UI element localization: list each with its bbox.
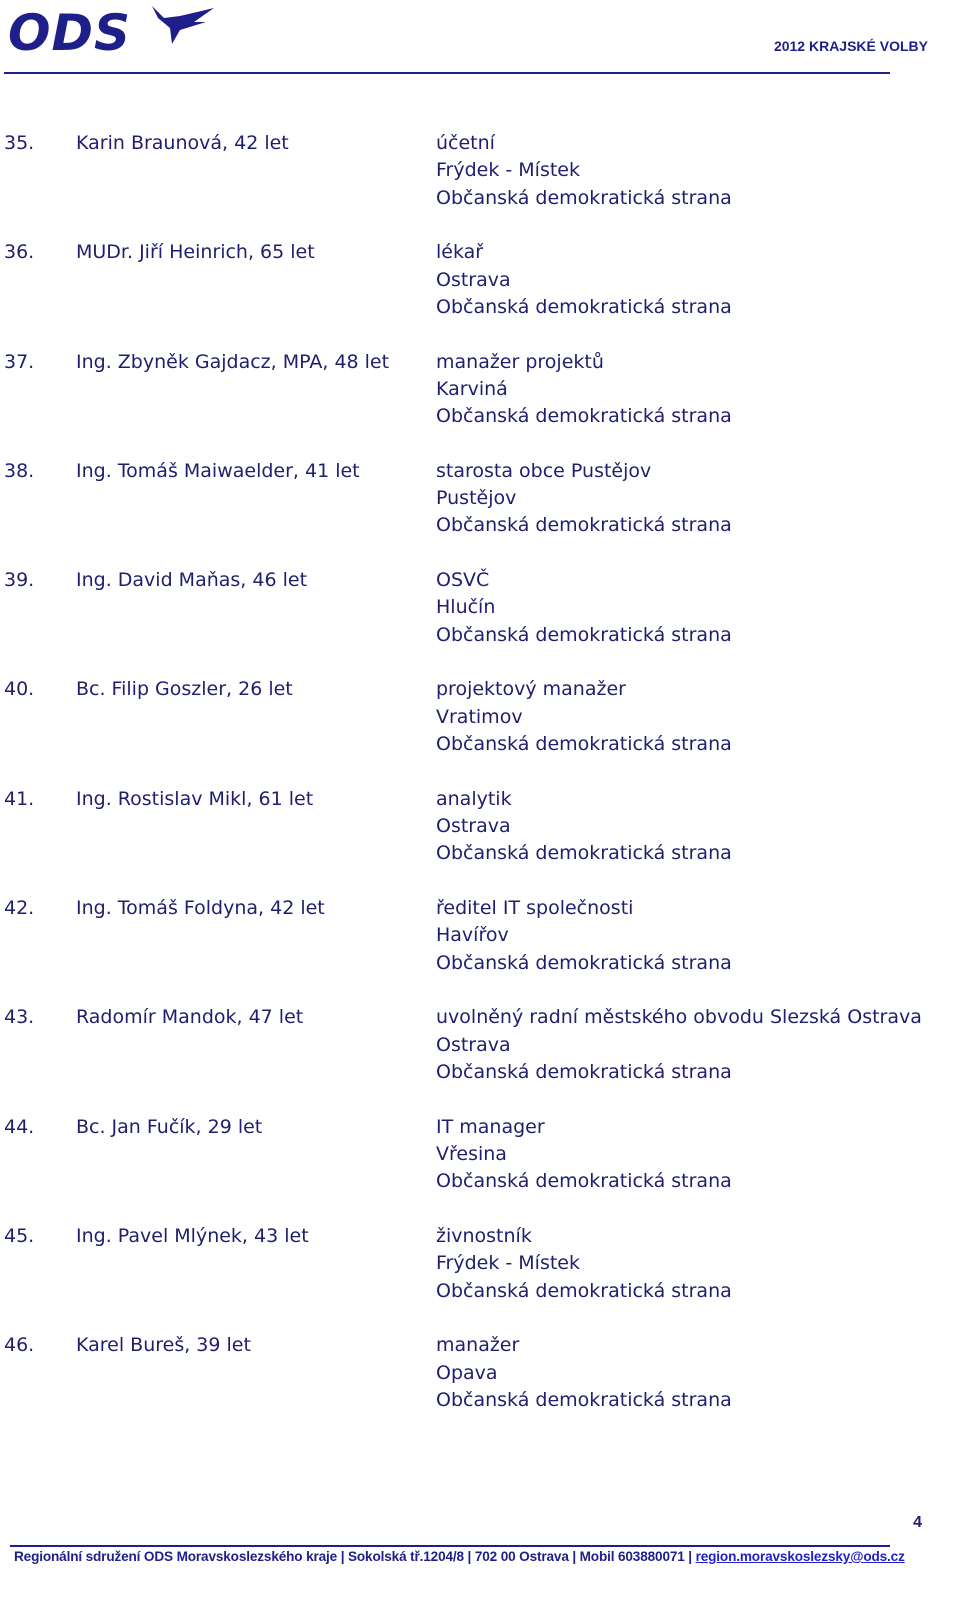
candidate-name: Ing. Pavel Mlýnek, 43 let [76,1224,309,1247]
candidate-entry [4,458,954,567]
candidate-number: 46. [4,1334,35,1357]
candidate-party: Občanská demokratická strana [436,514,732,537]
candidate-occupation: manažer projektů [436,350,604,373]
candidate-occupation: starosta obce Pustějov [436,459,652,482]
candidate-party: Občanská demokratická strana [436,1388,732,1411]
footer-email-link[interactable]: region.moravskoslezsky@ods.cz [695,1549,905,1564]
candidate-entry [4,676,954,785]
candidate-details [436,1114,732,1196]
candidate-party: Občanská demokratická strana [436,951,732,974]
candidate-name: Ing. Zbyněk Gajdacz, MPA, 48 let [76,350,390,373]
candidate-number: 35. [4,132,35,154]
candidate-number: 36. [4,241,35,264]
candidate-party: Občanská demokratická strana [436,733,732,756]
candidate-occupation: OSVČ [436,569,490,592]
candidate-details [436,130,732,212]
candidate-details [436,458,732,540]
candidate-city: Ostrava [436,815,511,838]
candidate-occupation: manažer [436,1334,520,1357]
candidate-list [4,130,954,1442]
candidate-details [436,1004,922,1086]
candidate-name: Ing. Tomáš Foldyna, 42 let [76,897,325,920]
candidate-city: Vratimov [436,705,523,728]
candidate-city: Frýdek - Místek [436,159,581,182]
candidate-entry [4,130,954,239]
candidate-number: 40. [4,678,35,701]
candidate-name: Ing. Rostislav Mikl, 61 let [76,787,314,810]
candidate-party: Občanská demokratická strana [436,623,732,646]
candidate-number: 38. [4,459,35,482]
candidate-details [436,786,732,868]
candidate-party: Občanská demokratická strana [436,405,732,428]
candidate-city: Hlučín [436,596,496,619]
candidate-details [436,567,732,649]
header-divider [4,72,890,74]
candidate-city: Frýdek - Místek [436,1252,581,1275]
candidate-city: Karviná [436,377,508,400]
candidate-entry [4,895,954,1004]
candidate-city: Havířov [436,924,509,947]
candidate-number: 45. [4,1224,35,1247]
candidate-party: Občanská demokratická strana [436,186,732,209]
election-edition: 2012 KRAJSKÉ VOLBY [773,38,928,54]
candidate-occupation: IT manager [436,1115,545,1138]
candidate-entry [4,1114,954,1223]
candidate-occupation: lékař [436,241,484,264]
candidate-name: Bc. Jan Fučík, 29 let [76,1115,263,1138]
candidate-city: Ostrava [436,268,511,291]
candidate-details [436,895,732,977]
page-number: 4 [913,1514,922,1531]
logo-text: ODS [8,4,132,62]
candidate-occupation: účetní [436,132,495,154]
candidate-name: Bc. Filip Goszler, 26 let [76,678,293,701]
candidate-entry [4,1332,954,1441]
candidate-occupation: analytik [436,787,512,810]
candidate-city: Vřesina [436,1142,507,1165]
candidate-name: Ing. David Maňas, 46 let [76,569,308,592]
bird-logo-icon [150,4,216,46]
candidate-details [436,1332,732,1414]
page-header [0,0,960,80]
candidate-occupation: ředitel IT společnosti [436,897,634,920]
candidate-city: Opava [436,1361,498,1384]
candidate-entry [4,567,954,676]
page-footer [14,1549,905,1564]
candidate-number: 43. [4,1006,35,1029]
candidate-occupation: projektový manažer [436,678,626,701]
candidate-name: Ing. Tomáš Maiwaelder, 41 let [76,459,360,482]
footer-divider [10,1545,890,1547]
candidate-name: Radomír Mandok, 47 let [76,1006,304,1029]
candidate-name: Karin Braunová, 42 let [76,132,289,154]
candidate-entry [4,239,954,348]
candidate-number: 42. [4,897,35,920]
footer-text: Regionální sdružení ODS Moravskoslezského kraje | Sokolská tř.1204/8 | 702 00 Ostrava | Mobil 603880071 | [14,1549,696,1564]
candidate-city: Ostrava [436,1033,511,1056]
candidate-party: Občanská demokratická strana [436,295,732,318]
candidate-details [436,239,732,321]
candidate-entry [4,1004,954,1113]
candidate-details [436,676,732,758]
candidate-party: Občanská demokratická strana [436,842,732,865]
candidate-number: 44. [4,1115,35,1138]
candidate-entry [4,1223,954,1332]
candidate-occupation: uvolněný radní městského obvodu Slezská Ostrava [436,1006,922,1029]
candidate-party: Občanská demokratická strana [436,1170,732,1193]
candidate-entry [4,786,954,895]
candidate-number: 41. [4,787,35,810]
candidate-city: Pustějov [436,487,517,510]
candidate-name: MUDr. Jiří Heinrich, 65 let [76,241,315,264]
candidate-party: Občanská demokratická strana [436,1060,732,1083]
candidate-name: Karel Bureš, 39 let [76,1334,251,1357]
candidate-details [436,1223,732,1305]
candidate-occupation: živnostník [436,1224,532,1247]
candidate-details [436,349,732,431]
candidate-party: Občanská demokratická strana [436,1279,732,1302]
candidate-entry [4,349,954,458]
candidate-number: 39. [4,569,35,592]
candidate-number: 37. [4,350,35,373]
